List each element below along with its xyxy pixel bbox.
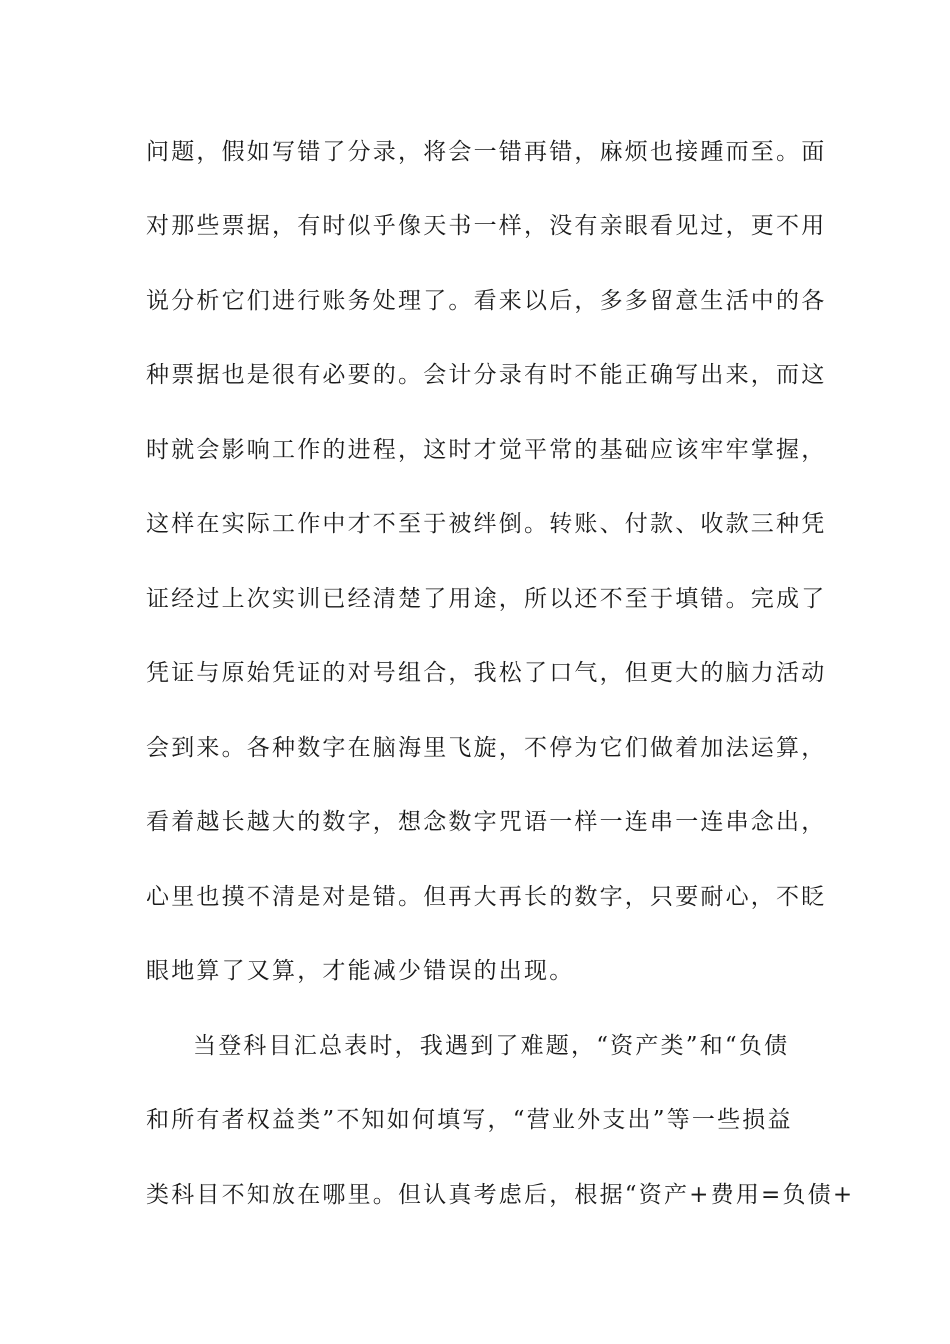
text-line-11: 心里也摸不清是对是错。但再大再长的数字，只要耐心，不眨 — [146, 884, 827, 910]
text-line-8: 凭证与原始凭证的对号组合，我松了口气，但更大的脑力活动 — [146, 660, 827, 686]
text-line-5: 时就会影响工作的进程，这时才觉平常的基础应该牢牢掌握， — [146, 437, 827, 463]
text-line-14: 和所有者权益类”不知如何填写，“营业外支出”等一些损益 — [146, 1107, 793, 1133]
text-line-10: 看着越长越大的数字，想念数字咒语一样一连串一连串念出， — [146, 809, 827, 835]
text-line-4: 种票据也是很有必要的。会计分录有时不能正确写出来，而这 — [146, 362, 827, 388]
text-line-2: 对那些票据，有时似乎像天书一样，没有亲眼看见过，更不用 — [146, 213, 827, 239]
text-line-15: 类科目不知放在哪里。但认真考虑后，根据“资产+费用=负债+ — [146, 1182, 855, 1208]
text-line-12: 眼地算了又算，才能减少错误的出现。 — [146, 958, 575, 984]
text-line-1: 问题，假如写错了分录，将会一错再错，麻烦也接踵而至。面 — [146, 139, 827, 165]
text-line-9: 会到来。各种数字在脑海里飞旋，不停为它们做着加法运算， — [146, 735, 827, 761]
text-line-6: 这样在实际工作中才不至于被绊倒。转账、付款、收款三种凭 — [146, 511, 827, 537]
text-line-13-paragraph-start: 当登科目汇总表时，我遇到了难题，“资产类”和“负债 — [193, 1033, 790, 1059]
text-line-7: 证经过上次实训已经清楚了用途，所以还不至于填错。完成了 — [146, 586, 827, 612]
text-line-3: 说分析它们进行账务处理了。看来以后，多多留意生活中的各 — [146, 288, 827, 314]
